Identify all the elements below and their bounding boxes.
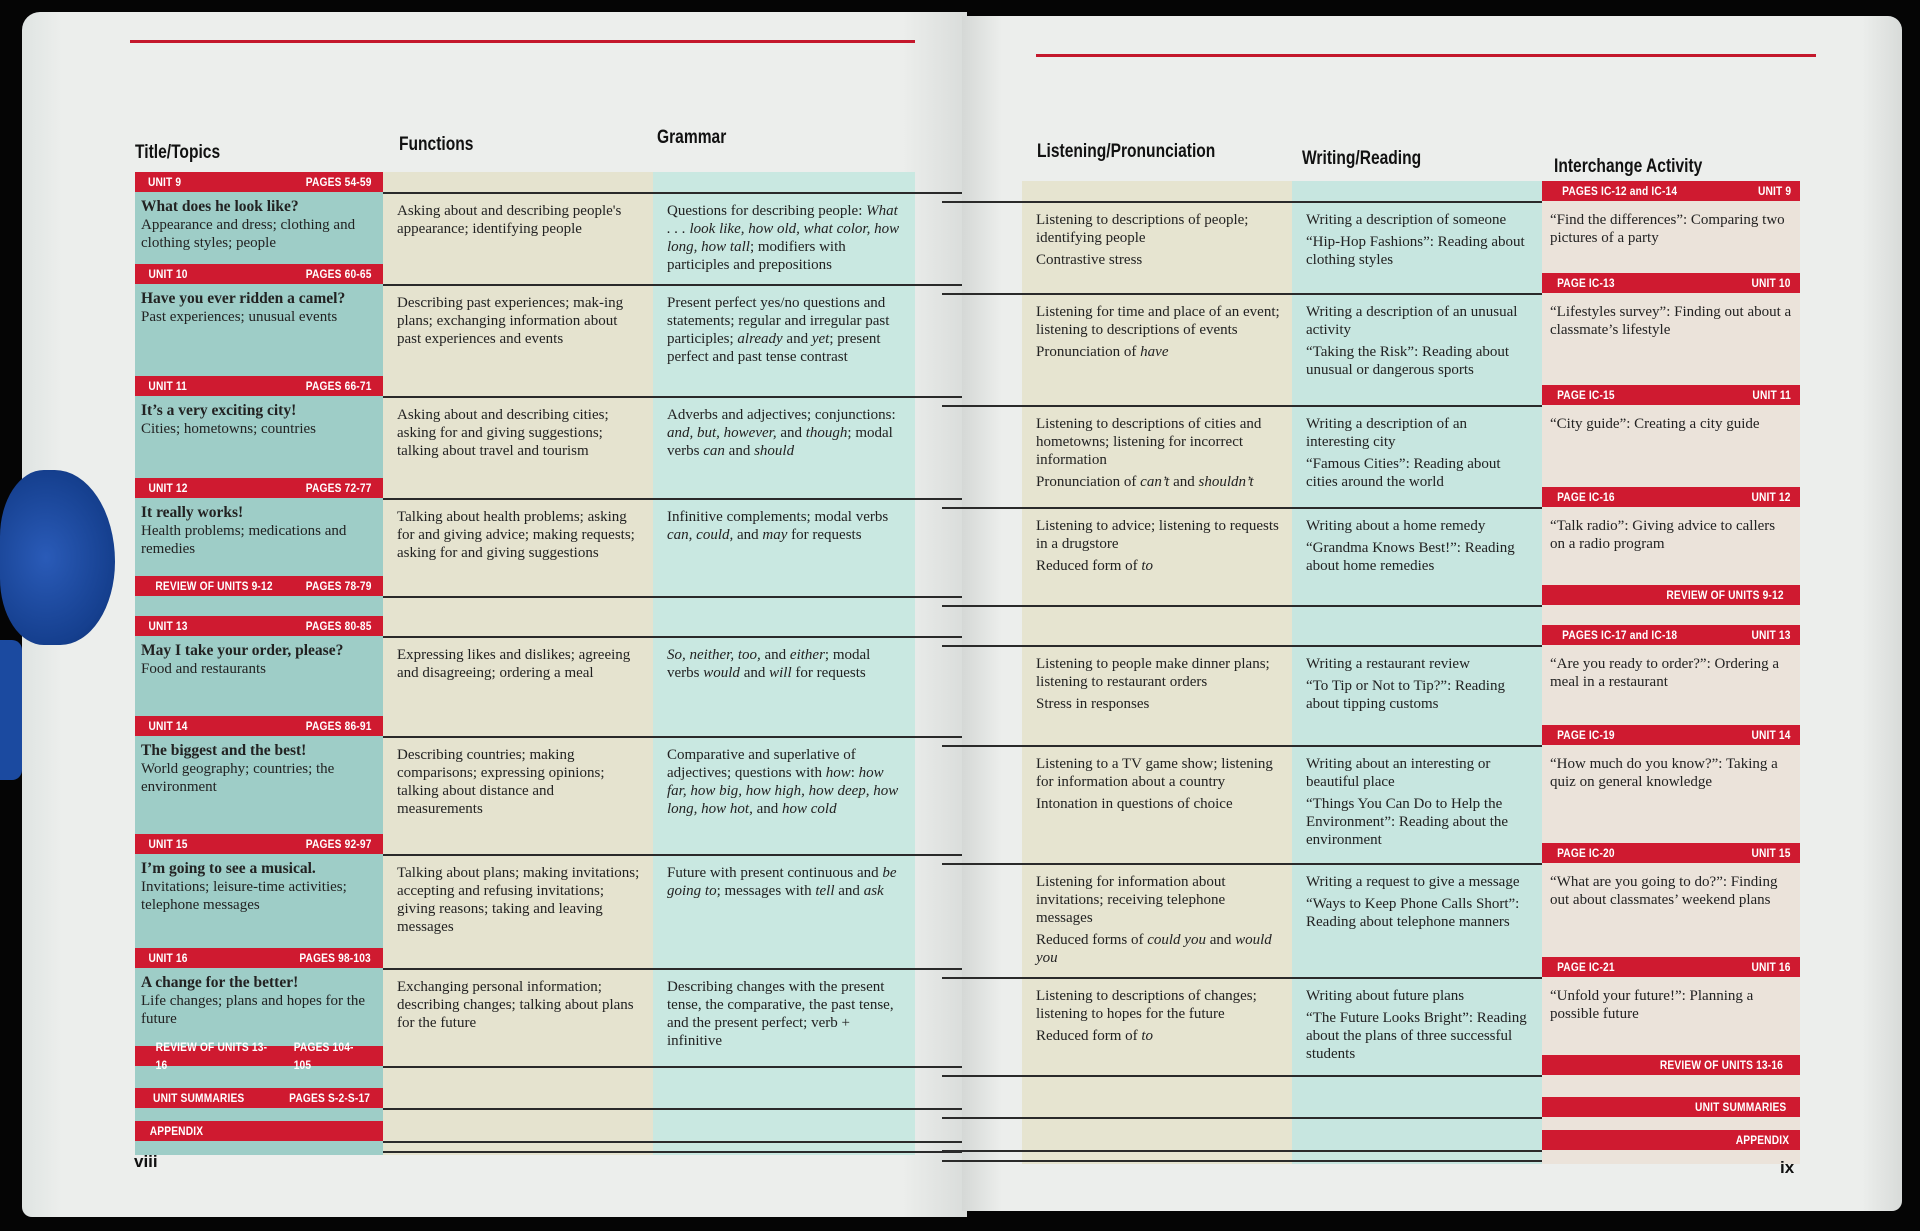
writing-item: “Hip-Hop Fashions”: Reading about clothing styles xyxy=(1306,234,1525,268)
unit-title: May I take your order, please? xyxy=(141,642,344,659)
grammar-cell: So, neither, too, and either; modal verbs would and will for requests xyxy=(667,647,871,681)
table-row xyxy=(135,376,915,478)
interchange-bar-left: PAGE IC-21 xyxy=(1557,960,1615,974)
section-cell xyxy=(1542,1130,1800,1160)
interchange-bar-left: PAGES IC-17 and IC-18 xyxy=(1562,628,1678,642)
listening-cell xyxy=(1022,487,1292,585)
grammar-cell: Present perfect yes/no questions and statements; regular and irregular past participles; already and yet; present perfect and past tense contrast xyxy=(667,295,890,365)
title-topics-cell xyxy=(135,478,383,576)
interchange-cell xyxy=(1542,843,1800,971)
page-number-left: viii xyxy=(134,1152,158,1171)
section-bar-left: UNIT SUMMARIES xyxy=(153,1091,245,1105)
table-row xyxy=(135,172,915,273)
interchange-cell xyxy=(1542,273,1800,385)
interchange-bar xyxy=(1542,273,1800,293)
table-row xyxy=(1022,1097,1800,1130)
title-topics xyxy=(135,192,383,252)
writing-cell xyxy=(1292,181,1542,273)
table-row xyxy=(135,716,915,834)
listening-item: Listening to descriptions of cities and hometowns; listening for incorrect information xyxy=(1036,416,1262,468)
writing-cell xyxy=(1292,843,1542,971)
scope-table-right xyxy=(1022,181,1800,1164)
unit-bar-left: UNIT 11 xyxy=(148,379,188,393)
interchange-bar xyxy=(1542,625,1800,645)
interchange-cell xyxy=(1542,487,1800,585)
unit-bar xyxy=(135,834,383,854)
empty-cell xyxy=(1292,1055,1542,1097)
section-cell xyxy=(1542,1097,1800,1130)
title-topics xyxy=(135,284,383,326)
interchange-bar-right: UNIT 15 xyxy=(1751,846,1791,860)
writing-item: “Taking the Risk”: Reading about unusual or dangerous sports xyxy=(1306,344,1510,378)
section-bar xyxy=(1542,1055,1800,1075)
unit-bar-left: UNIT 13 xyxy=(148,619,188,633)
unit-topics: Appearance and dress; clothing and clothing styles; people xyxy=(141,217,356,251)
interchange-bar-left: PAGE IC-13 xyxy=(1557,276,1615,290)
writing-item: Writing about a home remedy xyxy=(1306,518,1486,534)
unit-bar-left: UNIT 10 xyxy=(148,267,188,281)
unit-topics: Invitations; leisure-time activities; telephone messages xyxy=(141,879,347,913)
listening-cell xyxy=(1022,725,1292,853)
unit-bar-right: PAGES 86-91 xyxy=(305,719,372,733)
title-topics xyxy=(135,736,383,796)
header-grammar: Grammar xyxy=(657,127,727,148)
header-title-topics: Title/Topics xyxy=(135,142,221,163)
empty-cell xyxy=(383,1121,653,1151)
empty-cell xyxy=(1292,1097,1542,1130)
interchange-bar-left: PAGES IC-12 and IC-14 xyxy=(1562,184,1678,198)
grammar-cell: Describing changes with the present tense, the comparative, the past tense, and the present perfect; verb + infinitive xyxy=(667,979,894,1049)
table-end xyxy=(135,1151,915,1155)
listening-item: Stress in responses xyxy=(1036,696,1150,712)
unit-bar-left: UNIT 14 xyxy=(148,719,188,733)
listening-item: Listening to descriptions of changes; listening to hopes for the future xyxy=(1036,988,1257,1022)
title-topics-cell xyxy=(135,264,383,376)
title-topics-cell xyxy=(135,716,383,834)
unit-bar-right: PAGES 72-77 xyxy=(305,481,372,495)
writing-item: “Grandma Knows Best!”: Reading about home remedies xyxy=(1306,540,1515,574)
row-divider xyxy=(383,1151,965,1153)
interchange-bar xyxy=(1542,181,1800,201)
title-topics xyxy=(135,854,383,914)
title-topics-cell xyxy=(135,948,383,1050)
section-cell xyxy=(1542,585,1800,625)
listening-item: Listening to advice; listening to requests in a drugstore xyxy=(1036,518,1279,552)
functions-cell: Talking about plans; making invitations; accepting and refusing invitations; giving reasons; taking and leaving messages xyxy=(397,865,640,935)
interchange-activity: “How much do you know?”: Taking a quiz on general knowledge xyxy=(1550,756,1778,790)
listening-cell xyxy=(1022,957,1292,1067)
unit-bar xyxy=(135,716,383,736)
unit-bar-left: UNIT 15 xyxy=(148,837,188,851)
empty-cell xyxy=(1022,585,1292,625)
interchange-bar-left: PAGE IC-20 xyxy=(1557,846,1615,860)
interchange-cell xyxy=(1542,725,1800,853)
interchange-activity: “City guide”: Creating a city guide xyxy=(1550,416,1760,432)
table-row xyxy=(1022,273,1800,385)
table-row xyxy=(135,834,915,948)
left-page xyxy=(22,12,967,1217)
writing-cell xyxy=(1292,625,1542,725)
unit-bar-right: PAGES 80-85 xyxy=(305,619,372,633)
listening-cell xyxy=(1022,181,1292,273)
functions-cell: Exchanging personal information; describing changes; talking about plans for the future xyxy=(397,979,634,1031)
empty-cell xyxy=(383,576,653,616)
writing-item: “The Future Looks Bright”: Reading about the plans of three successful students xyxy=(1306,1010,1527,1062)
table-row xyxy=(135,1088,915,1121)
empty-cell xyxy=(383,1088,653,1121)
grammar-cell: Questions for describing people: What . . . look like, how old, what color, how long, how tall; modifiers with participles and prepositions xyxy=(667,203,900,273)
section-bar xyxy=(1542,1097,1800,1117)
grammar-cell: Adverbs and adjectives; conjunctions: and, but, however, and though; modal verbs can and should xyxy=(667,407,896,459)
interchange-bar-right: UNIT 11 xyxy=(1751,388,1791,402)
interchange-activity: “What are you going to do?”: Finding out about classmates’ weekend plans xyxy=(1550,874,1778,908)
functions-cell: Asking about and describing people's appearance; identifying people xyxy=(397,203,622,237)
empty-cell xyxy=(1022,1130,1292,1160)
writing-item: Writing a description of an interesting city xyxy=(1306,416,1468,450)
section-cell xyxy=(135,1040,383,1088)
listening-cell xyxy=(1022,843,1292,971)
header-interchange: Interchange Activity xyxy=(1554,156,1703,177)
interchange-activity: “Talk radio”: Giving advice to callers on a radio program xyxy=(1550,518,1776,552)
table-end xyxy=(1022,1160,1800,1164)
table-row xyxy=(1022,625,1800,725)
empty-cell xyxy=(1022,1055,1292,1097)
unit-topics: Food and restaurants xyxy=(141,661,266,677)
unit-topics: Health problems; medications and remedies xyxy=(141,523,347,557)
title-topics-cell xyxy=(135,376,383,478)
header-listening: Listening/Pronunciation xyxy=(1037,141,1216,162)
interchange-bar xyxy=(1542,957,1800,977)
unit-bar-left: UNIT 12 xyxy=(148,481,188,495)
title-topics xyxy=(135,498,383,558)
writing-item: Writing a description of someone xyxy=(1306,212,1507,228)
section-bar-left: APPENDIX xyxy=(149,1124,204,1138)
interchange-cell xyxy=(1542,625,1800,725)
functions-cell: Expressing likes and dislikes; agreeing and disagreeing; ordering a meal xyxy=(397,647,631,681)
table-row xyxy=(135,948,915,1049)
section-bar xyxy=(135,576,383,596)
unit-title: What does he look like? xyxy=(141,198,299,215)
section-cell xyxy=(135,1088,383,1121)
writing-cell xyxy=(1292,385,1542,495)
unit-bar-right: PAGES 54-59 xyxy=(305,175,372,189)
listening-item: Reduced form of to xyxy=(1036,1028,1154,1044)
title-topics-cell xyxy=(135,172,383,274)
functions-cell: Describing countries; making comparisons; expressing opinions; talking about distance and measurements xyxy=(397,747,605,817)
unit-bar-left: UNIT 9 xyxy=(147,175,182,189)
unit-title: I’m going to see a musical. xyxy=(141,860,316,877)
table-row xyxy=(1022,957,1800,1062)
writing-cell xyxy=(1292,273,1542,385)
writing-item: “Things You Can Do to Help the Environment”: Reading about the environment xyxy=(1306,796,1509,848)
interchange-bar-right: UNIT 10 xyxy=(1751,276,1791,290)
empty-cell xyxy=(383,1046,653,1088)
table-row xyxy=(1022,487,1800,585)
listening-cell xyxy=(1022,385,1292,495)
table-row xyxy=(1022,181,1800,273)
unit-title: It really works! xyxy=(141,504,244,521)
section-bar-right: UNIT SUMMARIES xyxy=(1694,1100,1786,1114)
interchange-bar xyxy=(1542,385,1800,405)
unit-title: The biggest and the best! xyxy=(141,742,307,759)
table-row xyxy=(135,264,915,376)
top-rule xyxy=(130,40,915,43)
table-row xyxy=(135,616,915,716)
interchange-bar-right: UNIT 12 xyxy=(1751,490,1791,504)
section-bar-right: APPENDIX xyxy=(1735,1133,1790,1147)
writing-item: Writing a description of an unusual activity xyxy=(1306,304,1518,338)
section-bar xyxy=(135,1088,383,1108)
listening-cell xyxy=(1022,625,1292,725)
table-row xyxy=(135,1040,915,1088)
interchange-activity: “Find the differences”: Comparing two pictures of a party xyxy=(1550,212,1785,246)
interchange-activity: “Unfold your future!”: Planning a possible future xyxy=(1550,988,1754,1022)
unit-title: A change for the better! xyxy=(141,974,299,991)
writing-item: Writing a restaurant review xyxy=(1306,656,1470,672)
interchange-bar-right: UNIT 14 xyxy=(1751,728,1791,742)
interchange-bar-left: PAGE IC-19 xyxy=(1557,728,1615,742)
empty-cell xyxy=(653,576,915,616)
writing-item: Writing about future plans xyxy=(1306,988,1465,1004)
title-topics-cell xyxy=(135,616,383,716)
interchange-bar xyxy=(1542,843,1800,863)
page-number-right: ix xyxy=(1780,1158,1795,1177)
unit-bar xyxy=(135,478,383,498)
listening-item: Listening to descriptions of people; identifying people xyxy=(1036,212,1249,246)
unit-topics: Past experiences; unusual events xyxy=(141,309,338,325)
section-cell xyxy=(135,1121,383,1151)
writing-cell xyxy=(1292,957,1542,1067)
header-functions: Functions xyxy=(399,134,474,155)
table-row xyxy=(1022,585,1800,625)
interchange-activity: “Lifestyles survey”: Finding out about a classmate’s lifestyle xyxy=(1550,304,1792,338)
listening-item: Pronunciation of have xyxy=(1036,344,1169,360)
section-bar-right: REVIEW OF UNITS 9-12 xyxy=(1666,588,1784,602)
table-row xyxy=(135,1121,915,1151)
section-cell xyxy=(1542,1055,1800,1097)
listening-item: Pronunciation of can’t and shouldn’t xyxy=(1036,474,1254,490)
title-topics-cell xyxy=(135,834,383,948)
section-bar xyxy=(1542,585,1800,605)
writing-item: “Ways to Keep Phone Calls Short”: Reading about telephone manners xyxy=(1306,896,1520,930)
interchange-cell xyxy=(1542,385,1800,495)
unit-bar xyxy=(135,264,383,284)
unit-title: It’s a very exciting city! xyxy=(141,402,297,419)
section-bar xyxy=(135,1121,383,1141)
interchange-activity: “Are you ready to order?”: Ordering a meal in a restaurant xyxy=(1550,656,1780,690)
grammar-cell: Comparative and superlative of adjectives; questions with how: how far, how big, how high, how deep, how long, how hot, and how cold xyxy=(667,747,899,817)
section-cell xyxy=(135,576,383,616)
functions-cell: Asking about and describing cities; asking for and giving suggestions; talking about travel and tourism xyxy=(397,407,609,459)
functions-cell: Describing past experiences; mak-ing plans; exchanging information about past experiences and events xyxy=(397,295,624,347)
listening-item: Reduced form of to xyxy=(1036,558,1154,574)
title-topics xyxy=(135,396,383,438)
grammar-cell: Future with present continuous and be going to; messages with tell and ask xyxy=(667,865,897,899)
listening-item: Listening to a TV game show; listening for information about a country xyxy=(1036,756,1273,790)
section-bar-right: PAGES 78-79 xyxy=(305,579,372,593)
section-bar-left: REVIEW OF UNITS 13-16 xyxy=(155,1040,268,1072)
unit-topics: Life changes; plans and hopes for the future xyxy=(141,993,366,1027)
section-bar xyxy=(135,1040,383,1072)
table-row xyxy=(1022,1130,1800,1160)
writing-cell xyxy=(1292,487,1542,585)
interchange-bar xyxy=(1542,725,1800,745)
unit-bar-left: UNIT 16 xyxy=(148,951,188,965)
empty-cell xyxy=(653,1046,915,1088)
empty-cell xyxy=(1292,585,1542,625)
writing-item: “To Tip or Not to Tip?”: Reading about tipping customs xyxy=(1306,678,1505,712)
section-bar-right: PAGES S-2-S-17 xyxy=(288,1091,370,1105)
interchange-bar-right: UNIT 9 xyxy=(1757,184,1792,198)
interchange-bar xyxy=(1542,487,1800,507)
writing-item: Writing about an interesting or beautiful place xyxy=(1306,756,1491,790)
table-row xyxy=(1022,385,1800,490)
writing-item: Writing a request to give a message xyxy=(1306,874,1520,890)
listening-item: Listening to people make dinner plans; listening to restaurant orders xyxy=(1036,656,1270,690)
table-row xyxy=(1022,843,1800,966)
blue-glove-cuff xyxy=(0,640,22,780)
section-bar xyxy=(1542,1130,1800,1150)
unit-bar-right: PAGES 60-65 xyxy=(305,267,372,281)
interchange-cell xyxy=(1542,181,1800,273)
unit-bar xyxy=(135,948,383,968)
unit-bar-right: PAGES 98-103 xyxy=(299,951,371,965)
row-divider xyxy=(942,1160,1542,1162)
unit-bar-right: PAGES 92-97 xyxy=(305,837,372,851)
interchange-bar-right: UNIT 16 xyxy=(1751,960,1791,974)
listening-item: Listening for time and place of an event; listening to descriptions of events xyxy=(1036,304,1280,338)
section-bar-left: REVIEW OF UNITS 9-12 xyxy=(155,579,273,593)
empty-cell xyxy=(1022,1097,1292,1130)
title-topics xyxy=(135,636,383,678)
writing-cell xyxy=(1292,725,1542,853)
table-row xyxy=(1022,1055,1800,1097)
section-bar-right: REVIEW OF UNITS 13-16 xyxy=(1659,1058,1784,1072)
unit-topics: World geography; countries; the environment xyxy=(141,761,335,795)
interchange-bar-left: PAGE IC-15 xyxy=(1557,388,1615,402)
table-row xyxy=(135,478,915,576)
grammar-cell: Infinitive complements; modal verbs can, could, and may for requests xyxy=(667,509,889,543)
interchange-cell xyxy=(1542,957,1800,1067)
writing-item: “Famous Cities”: Reading about cities around the world xyxy=(1306,456,1501,490)
unit-bar xyxy=(135,172,383,192)
interchange-bar-right: UNIT 13 xyxy=(1751,628,1791,642)
listening-item: Listening for information about invitations; receiving telephone messages xyxy=(1036,874,1226,926)
unit-title: Have you ever ridden a camel? xyxy=(141,290,346,307)
section-bar-right: PAGES 104-105 xyxy=(294,1040,355,1072)
right-page xyxy=(962,16,1902,1211)
listening-item: Intonation in questions of choice xyxy=(1036,796,1233,812)
unit-bar xyxy=(135,376,383,396)
header-writing: Writing/Reading xyxy=(1302,148,1422,169)
unit-topics: Cities; hometowns; countries xyxy=(141,421,316,437)
unit-bar xyxy=(135,616,383,636)
listening-cell xyxy=(1022,273,1292,385)
interchange-bar-left: PAGE IC-16 xyxy=(1557,490,1615,504)
table-row xyxy=(1022,725,1800,848)
listening-item: Reduced forms of could you and would you xyxy=(1036,932,1272,966)
empty-cell xyxy=(1292,1130,1542,1160)
table-row xyxy=(135,576,915,616)
empty-cell xyxy=(653,1088,915,1121)
top-rule xyxy=(1036,54,1816,57)
empty-cell xyxy=(653,1121,915,1151)
listening-item: Contrastive stress xyxy=(1036,252,1143,268)
unit-bar-right: PAGES 66-71 xyxy=(305,379,372,393)
scope-table-left xyxy=(135,172,915,1155)
functions-cell: Talking about health problems; asking for and giving advice; making requests; asking for and giving suggestions xyxy=(397,509,635,561)
title-topics xyxy=(135,968,383,1028)
